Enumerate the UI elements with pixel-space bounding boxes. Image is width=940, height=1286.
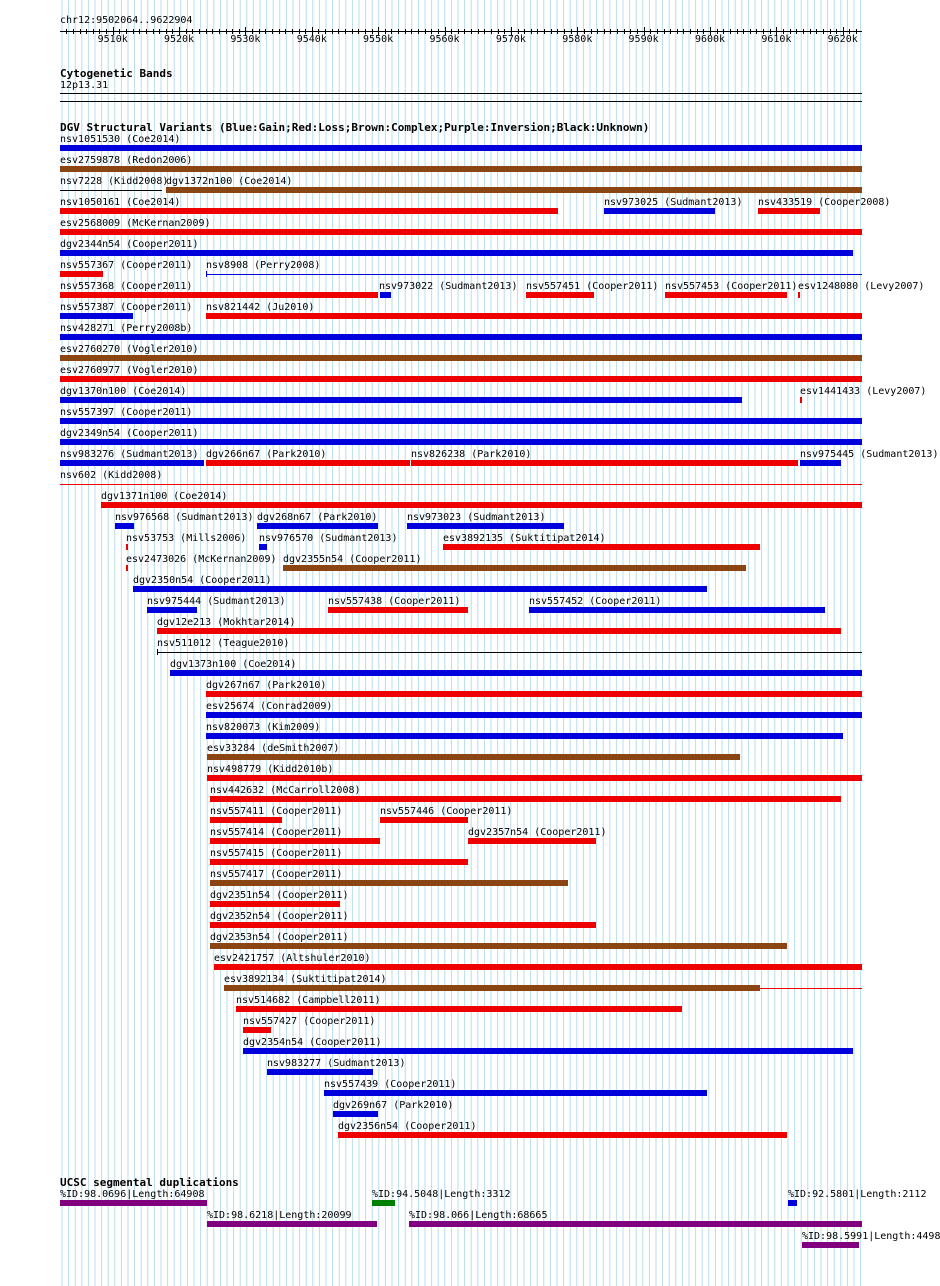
- dgv-feature-label: nsv514682 (Campbell2011): [236, 995, 381, 1006]
- dgv-feature-label: nsv983277 (Sudmant2013): [267, 1058, 406, 1069]
- dgv-feature-label: esv1441433 (Levy2007): [800, 386, 927, 397]
- ruler-tick-label: 9580k: [562, 34, 593, 45]
- segdup-feature-bar[interactable]: [60, 1200, 207, 1206]
- segdup-feature-bar[interactable]: [788, 1200, 797, 1206]
- dgv-feature-label: nsv557451 (Cooper2011): [526, 281, 659, 292]
- dgv-feature-label: nsv975444 (Sudmant2013): [147, 596, 286, 607]
- dgv-feature-label: dgv2354n54 (Cooper2011): [243, 1037, 382, 1048]
- cytoband-track-title[interactable]: Cytogenetic Bands: [60, 67, 173, 80]
- dgv-feature-label: nsv498779 (Kidd2010b): [207, 764, 334, 775]
- dgv-feature-label: nsv557368 (Cooper2011): [60, 281, 193, 292]
- dgv-feature-label: esv2568009 (McKernan2009): [60, 218, 211, 229]
- dgv-feature-label: dgv266n67 (Park2010): [206, 449, 327, 460]
- dgv-feature-label: nsv973023 (Sudmant2013): [407, 512, 546, 523]
- dgv-feature-label: nsv7228 (Kidd2008): [60, 176, 169, 187]
- dgv-feature-label: nsv557411 (Cooper2011): [210, 806, 343, 817]
- dgv-feature-label: esv2760977 (Vogler2010): [60, 365, 199, 376]
- dgv-feature-label: dgv268n67 (Park2010): [257, 512, 378, 523]
- ruler-tick-label: 9590k: [628, 34, 659, 45]
- dgv-feature-label: dgv12e213 (Mokhtar2014): [157, 617, 296, 628]
- dgv-feature-label: nsv820073 (Kim2009): [206, 722, 321, 733]
- dgv-feature-label: esv1248080 (Levy2007): [798, 281, 925, 292]
- dgv-feature-label: dgv1370n100 (Coe2014): [60, 386, 187, 397]
- dgv-feature-label: nsv826238 (Park2010): [411, 449, 532, 460]
- segdup-feature-label: %ID:98.5991|Length:4498: [802, 1231, 940, 1242]
- dgv-feature-label: nsv442632 (McCarroll2008): [210, 785, 361, 796]
- dgv-feature-label: nsv973025 (Sudmant2013): [604, 197, 743, 208]
- ruler-tick-label: 9610k: [761, 34, 792, 45]
- ruler-tick-label: 9540k: [296, 34, 327, 45]
- dgv-feature-label: dgv269n67 (Park2010): [333, 1100, 454, 1111]
- dgv-feature-label: esv2760270 (Vogler2010): [60, 344, 199, 355]
- dgv-feature-label: nsv8908 (Perry2008): [206, 260, 321, 271]
- dgv-feature-label: nsv821442 (Ju2010): [206, 302, 315, 313]
- dgv-feature-label: nsv557417 (Cooper2011): [210, 869, 343, 880]
- ruler-tick-label: 9600k: [694, 34, 726, 45]
- dgv-feature-label: dgv1372n100 (Coe2014): [166, 176, 293, 187]
- dgv-feature-label: esv33284 (deSmith2007): [207, 743, 340, 754]
- dgv-feature-label: nsv983276 (Sudmant2013): [60, 449, 199, 460]
- ruler-position-label: chr12:9502064..9622904: [60, 15, 193, 26]
- dgv-feature-label: esv2473026 (McKernan2009): [126, 554, 277, 565]
- dgv-feature-label: dgv267n67 (Park2010): [206, 680, 327, 691]
- segdup-feature-bar[interactable]: [802, 1242, 860, 1248]
- ruler-tick-label: 9520k: [163, 34, 195, 45]
- dgv-feature-label: nsv557427 (Cooper2011): [243, 1016, 376, 1027]
- ruler-tick-label: 9570k: [495, 34, 526, 45]
- segdup-feature-bar[interactable]: [409, 1221, 862, 1227]
- dgv-feature-label: nsv1051530 (Coe2014): [60, 134, 181, 145]
- dgv-feature-label: dgv2353n54 (Cooper2011): [210, 932, 349, 943]
- segdup-track-title[interactable]: UCSC segmental duplications: [60, 1176, 239, 1189]
- dgv-feature-label: nsv557439 (Cooper2011): [324, 1079, 457, 1090]
- dgv-feature-label: nsv976570 (Sudmant2013): [259, 533, 398, 544]
- dgv-feature-label: nsv557446 (Cooper2011): [380, 806, 513, 817]
- dgv-feature-label: dgv2355n54 (Cooper2011): [283, 554, 422, 565]
- dgv-feature-label: dgv1371n100 (Coe2014): [101, 491, 228, 502]
- dgv-feature-label: dgv2357n54 (Cooper2011): [468, 827, 607, 838]
- dgv-feature-label: nsv557415 (Cooper2011): [210, 848, 343, 859]
- segdup-feature-label: %ID:92.5801|Length:2112: [788, 1189, 927, 1200]
- dgv-feature-label: dgv1373n100 (Coe2014): [170, 659, 297, 670]
- dgv-feature-label: esv3892135 (Suktitipat2014): [443, 533, 606, 544]
- dgv-feature-label: nsv1050161 (Coe2014): [60, 197, 181, 208]
- dgv-feature-label: nsv973022 (Sudmant2013): [379, 281, 518, 292]
- segdup-feature-label: %ID:98.6218|Length:20099: [207, 1210, 352, 1221]
- dgv-feature-label: dgv2351n54 (Cooper2011): [210, 890, 349, 901]
- dgv-feature-label: dgv2352n54 (Cooper2011): [210, 911, 349, 922]
- dgv-feature-label: esv2759878 (Redon2006): [60, 155, 193, 166]
- dgv-feature-label: dgv2344n54 (Cooper2011): [60, 239, 199, 250]
- dgv-feature-label: nsv602 (Kidd2008): [60, 470, 163, 481]
- ruler-tick-label: 9510k: [97, 34, 128, 45]
- dgv-feature-label: dgv2350n54 (Cooper2011): [133, 575, 272, 586]
- dgv-feature-label: dgv2349n54 (Cooper2011): [60, 428, 199, 439]
- dgv-feature-label: nsv433519 (Cooper2008): [758, 197, 891, 208]
- dgv-feature-label: nsv53753 (Mills2006): [126, 533, 247, 544]
- segdup-feature-label: %ID:98.066|Length:68665: [409, 1210, 548, 1221]
- dgv-feature-label: nsv557438 (Cooper2011): [328, 596, 461, 607]
- segdup-feature-bar[interactable]: [372, 1200, 395, 1206]
- dgv-feature-label: nsv976568 (Sudmant2013): [115, 512, 254, 523]
- dgv-feature-label: nsv557397 (Cooper2011): [60, 407, 193, 418]
- dgv-feature-label: nsv557414 (Cooper2011): [210, 827, 343, 838]
- dgv-feature-label: nsv557452 (Cooper2011): [529, 596, 662, 607]
- dgv-track-title[interactable]: DGV Structural Variants (Blue:Gain;Red:Loss;Brown:Complex;Purple:Inversion;Black:Unknown): [60, 121, 650, 134]
- dgv-feature-label: esv3892134 (Suktitipat2014): [224, 974, 387, 985]
- ruler-tick-label: 9620k: [827, 34, 858, 45]
- dgv-feature-label: esv2421757 (Altshuler2010): [214, 953, 371, 964]
- dgv-feature-label: esv25674 (Conrad2009): [206, 701, 333, 712]
- ruler-tick-label: 9530k: [230, 34, 261, 45]
- segdup-feature-label: %ID:98.0696|Length:64908: [60, 1189, 205, 1200]
- ruler-tick-label: 9550k: [363, 34, 394, 45]
- dgv-feature-label: dgv2356n54 (Cooper2011): [338, 1121, 477, 1132]
- dgv-feature-label: nsv557453 (Cooper2011): [665, 281, 798, 292]
- cytoband-label: 12p13.31: [60, 80, 109, 91]
- dgv-feature-label: nsv557387 (Cooper2011): [60, 302, 193, 313]
- segdup-feature-bar[interactable]: [207, 1221, 377, 1227]
- dgv-feature-label: nsv428271 (Perry2008b): [60, 323, 193, 334]
- dgv-feature-label: nsv511012 (Teague2010): [157, 638, 290, 649]
- ruler-tick-label: 9560k: [429, 34, 460, 45]
- dgv-feature-label: nsv975445 (Sudmant2013): [800, 449, 939, 460]
- segdup-feature-label: %ID:94.5048|Length:3312: [372, 1189, 511, 1200]
- dgv-feature-label: nsv557367 (Cooper2011): [60, 260, 193, 271]
